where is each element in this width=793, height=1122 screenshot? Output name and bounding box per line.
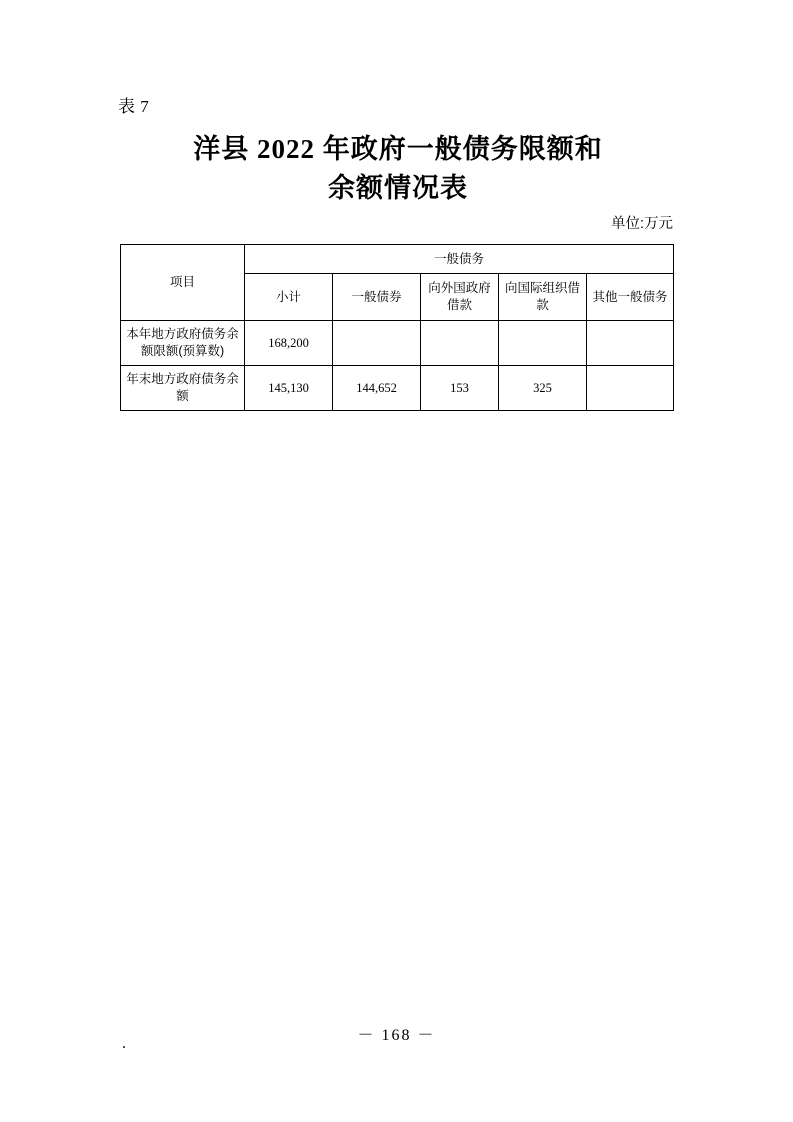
page-title	[118, 130, 678, 208]
header-intl-org-loan: 向国际组织借款	[499, 274, 587, 321]
page-number: － 168 －	[357, 1027, 436, 1044]
cell-limit-subtotal: 168,200	[245, 321, 333, 366]
header-group-general-debt: 一般债务	[245, 245, 674, 274]
cell-balance-other	[587, 366, 674, 411]
title-line-1: 洋县 2022 年政府一般债务限额和	[193, 134, 603, 164]
header-item-column: 项目	[121, 245, 245, 321]
table-row	[121, 366, 674, 411]
cell-balance-intl: 325	[499, 366, 587, 411]
footer-mark: .	[122, 1035, 126, 1052]
cell-limit-other	[587, 321, 674, 366]
unit-note: 单位:万元	[610, 216, 673, 232]
row-label-year-end-balance: 年末地方政府债务余额	[121, 366, 245, 411]
debt-table	[120, 244, 674, 411]
cell-limit-bond	[333, 321, 421, 366]
cell-limit-foreign	[421, 321, 499, 366]
cell-limit-intl	[499, 321, 587, 366]
cell-balance-subtotal: 145,130	[245, 366, 333, 411]
title-line-2: 余额情况表	[328, 173, 468, 204]
row-label-debt-limit: 本年地方政府债务余额限额(预算数)	[121, 321, 245, 366]
table-row	[121, 321, 674, 366]
header-foreign-gov-loan: 向外国政府借款	[421, 274, 499, 321]
header-general-bond: 一般债券	[333, 274, 421, 321]
header-subtotal: 小计	[245, 274, 333, 321]
table-label: 表 7	[118, 97, 150, 116]
table-header-row-group	[121, 245, 674, 274]
cell-balance-foreign: 153	[421, 366, 499, 411]
cell-balance-bond: 144,652	[333, 366, 421, 411]
header-other-general-debt: 其他一般债务	[587, 274, 674, 321]
